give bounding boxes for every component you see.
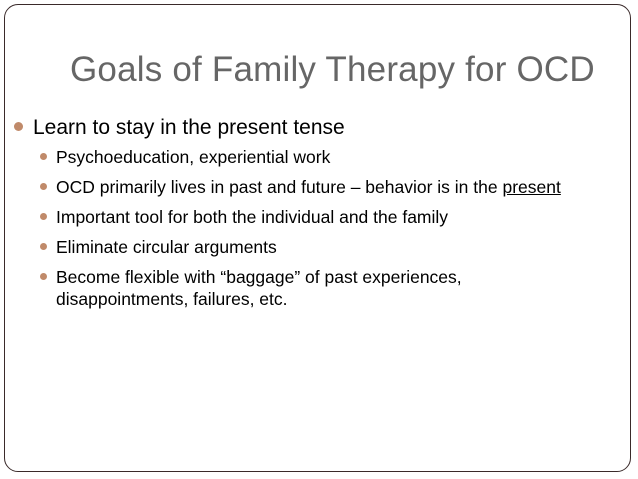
round-bullet-icon: [14, 122, 23, 131]
sub-bullet-item: [38, 176, 598, 198]
round-bullet-icon: [40, 213, 47, 220]
sub-bullet-item: [38, 236, 598, 258]
underlined-word: present: [502, 177, 561, 197]
sub-bullet-text: Become flexible with “baggage” of past experiences, disappointments, failures, etc.: [56, 267, 462, 309]
slide-title: Goals of Family Therapy for OCD: [70, 50, 595, 89]
round-bullet-icon: [40, 243, 47, 250]
main-bullet-text: Learn to stay in the present tense: [33, 116, 345, 139]
sub-bullet-text: Psychoeducation, experiential work: [56, 147, 331, 167]
sub-bullet-list: [38, 146, 598, 318]
sub-bullet-text: OCD primarily lives in past and future – behavior is in the: [56, 177, 498, 197]
sub-bullet-text: Eliminate circular arguments: [56, 237, 277, 257]
sub-bullet-text: Important tool for both the individual and the family: [56, 207, 449, 227]
round-bullet-icon: [40, 273, 47, 280]
round-bullet-icon: [40, 153, 47, 160]
round-bullet-icon: [40, 183, 47, 190]
main-bullet-item: [14, 116, 345, 140]
sub-bullet-item: [38, 146, 598, 168]
sub-bullet-item: [38, 206, 598, 228]
sub-bullet-item: [38, 266, 598, 310]
